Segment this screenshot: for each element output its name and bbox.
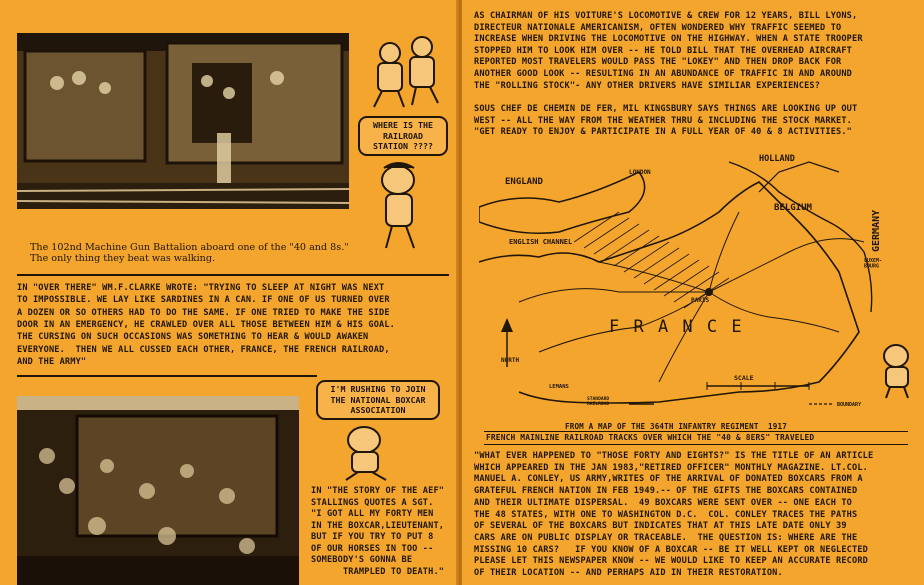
over-there-quote-line: A DOZEN OR SO OTHERS HAD TO DO THE SAME. IF ONE TRIED TO MAKE THE SIDE <box>17 307 390 318</box>
chairman-paragraph-line: INCREASE WHEN DRIVING THE LOCOMOTIVE ON THE HIGHWAY. WHEN A STATE TROOPER <box>474 34 863 45</box>
forty-eights-paragraph-line: WHICH APPEARED IN THE JAN 1983,"RETIRED OFFICER" MONTHLY MAGAZINE. LT.COL. <box>474 462 868 473</box>
running-soldier-cartoon <box>330 420 410 482</box>
left-page <box>0 0 458 585</box>
forty-eights-paragraph-line: OF SEVERAL OF THE BOXCARS BUT INDICATES THAT AT THIS LATE DATE ONLY 39 <box>474 521 847 532</box>
aef-story-quote-line: TRAMPLED TO DEATH." <box>311 566 445 577</box>
forty-eights-paragraph-line: "WHAT EVER HAPPENED TO "THOSE FORTY AND EIGHTS?" IS THE TITLE OF AN ARTICLE <box>474 451 874 461</box>
aef-story-quote-line: IN "THE STORY OF THE AEF" <box>311 486 445 496</box>
over-there-quote-line: TO IMPOSSIBLE. WE LAY LIKE SARDINES IN A CAN. IF ONE OF US TURNED OVER <box>17 295 390 306</box>
chairman-paragraph-line: DIRECTEUR NATIONALE AMERICANISM, OFTEN WONDERED WHY TRAFFIC SEEMED TO <box>474 22 842 33</box>
label-scale: SCALE <box>734 374 754 382</box>
paris-marker <box>705 288 713 296</box>
speech-bubble-railroad-station: WHERE IS THE RAILROAD STATION ???? <box>358 116 448 156</box>
label-holland: HOLLAND <box>759 154 795 164</box>
aef-story-quote-line: SOMEBODY'S GONNA BE <box>311 555 413 565</box>
label-english-channel: ENGLISH CHANNEL <box>509 238 573 246</box>
label-germany: GERMANY <box>871 209 882 252</box>
photo1-caption-line1: The 102nd Machine Gun Battalion aboard one of the "40 and 8s." <box>30 242 349 253</box>
sous-chef-paragraph-line: "GET READY TO ENJOY & PARTICIPATE IN A FULL YEAR OF 40 & 8 ACTIVITIES." <box>474 127 852 138</box>
boxcar-photo-2 <box>17 396 299 585</box>
map-caption-rule-bottom <box>484 444 908 445</box>
photo1-caption-line2: The only thing they beat was walking. <box>30 253 216 264</box>
over-there-quote-line: THE CURSING ON SUCH OCCASIONS WAS SOMETHING TO HEAR & WOULD AWAKEN <box>17 332 369 343</box>
section-divider-2 <box>17 375 317 377</box>
sous-chef-paragraph-line: SOUS CHEF DE CHEMIN DE FER, MIL KINGSBURY SAYS THINGS ARE LOOKING UP OUT <box>474 104 858 114</box>
label-france: F R A N C E <box>609 317 744 337</box>
boxcar-illustration-1 <box>17 33 349 209</box>
aef-story-quote-line: "I GOT ALL MY FORTY MEN <box>311 509 434 519</box>
marching-soldiers-cartoon <box>360 35 450 115</box>
label-le-mans: LEMANS <box>549 384 569 390</box>
label-north: NORTH <box>501 357 520 364</box>
forty-eights-paragraph-line: THE 48 STATES, WITH ONE TO WASHINGTON D.C. COL. CONLEY TRACES THE PATHS <box>474 509 858 520</box>
boxcar-illustration-2 <box>17 396 299 585</box>
aef-story-quote-line: STALLINGS QUOTES A SGT. <box>311 497 434 508</box>
sous-chef-paragraph-line: WEST -- ALL THE WAY FROM THE WEATHER THRU & INCLUDING THE STOCK MARKET. <box>474 115 852 126</box>
label-paris: PARIS <box>691 297 710 304</box>
forty-eights-paragraph-line: MISSING 10 CARS? IF YOU KNOW OF A BOXCAR -- BE IT WELL KEPT OR NEGLECTED <box>474 544 868 555</box>
map-source-line: FROM A MAP OF THE 364TH INFANTRY REGIMENT 1917 <box>565 422 787 431</box>
label-railroad-legend: STANDARD RAILROAD <box>587 397 610 408</box>
over-there-quote-line: EVERYONE. THEN WE ALL CUSSED EACH OTHER, FRANCE, THE FRENCH RAILROAD, <box>17 344 390 355</box>
map-caption: FRENCH MAINLINE RAILROAD TRACKS OVER WHICH THE "40 & 8ERS" TRAVELED <box>486 433 815 442</box>
forty-eights-paragraph-line: CARS ARE ON PUBLIC DISPLAY OR TRACEABLE. THE QUESTION IS: WHERE ARE THE <box>474 532 858 543</box>
speech-bubble-boxcar-association: I'M RUSHING TO JOIN THE NATIONAL BOXCAR ASSOCIATION <box>316 380 440 420</box>
over-there-quote-line: DOOR IN AN EMERGENCY, HE CRAWLED OVER ALL THOSE BETWEEN HIM & HIS GOAL. <box>17 319 395 330</box>
forty-eights-paragraph-line: AND THEIR ULTIMATE DISPERSAL. 49 BOXCARS WERE SENT OVER -- ONE EACH TO <box>474 497 852 508</box>
section-divider-1 <box>17 274 449 276</box>
label-london: LONDON <box>629 169 651 176</box>
forty-eights-paragraph-line: GRATEFUL FRENCH NATION IN FEB 1949.-- OF THE GIFTS THE BOXCARS CONTAINED <box>474 486 858 497</box>
chairman-paragraph-line: AS CHAIRMAN OF HIS VOITURE'S LOCOMOTIVE & CREW FOR 12 YEARS, BILL LYONS, <box>474 11 858 21</box>
aef-story-quote-line: BUT IF YOU TRY TO PUT 8 <box>311 532 434 542</box>
chairman-paragraph-line: THE "ROLLING STOCK"- ANY OTHER DRIVERS HAVE SIMILIAR EXPERIENCES? <box>474 80 821 91</box>
forty-eights-paragraph-line: MANUEL A. CONLEY, US ARMY,WRITES OF THE ARRIVAL OF DONATED BOXCARS FROM A <box>474 474 863 485</box>
label-belgium: BELGIUM <box>774 203 812 213</box>
boxcar-photo-1 <box>17 33 349 209</box>
label-england: ENGLAND <box>505 177 543 187</box>
aef-story-quote-line: OF OUR HORSES IN TOO -- <box>311 543 434 554</box>
france-railroad-map <box>479 152 911 427</box>
aef-story-quote-line: IN THE BOXCAR,LIEUTENANT, <box>311 520 445 531</box>
chairman-paragraph-line: ANOTHER GOOD LOOK -- RESULTING IN AN ABUNDANCE OF TRAFFIC IN AND AROUND <box>474 69 852 79</box>
chairman-paragraph-line: STOPPED HIM TO LOOK HIM OVER -- HE TOLD BILL THAT THE OVERHEAD AIRCRAFT <box>474 45 852 56</box>
label-luxembourg: LUXEM-BOURG <box>864 258 883 270</box>
forty-eights-paragraph-line: PLEASE LET THIS NEWSPAPER KNOW -- WE WOULD LIKE TO KEEP AN ACCURATE RECORD <box>474 556 868 567</box>
over-there-quote-line: IN "OVER THERE" WM.F.CLARKE WROTE: "TRYING TO SLEEP AT NIGHT WAS NEXT <box>17 283 385 293</box>
over-there-quote-line: AND THE ARMY" <box>17 356 87 367</box>
forty-eights-paragraph-line: OF THEIR LOCATION -- AND PERHAPS AID IN THEIR RESTORATION. <box>474 568 783 578</box>
chairman-paragraph-line: REPORTED MOST TRAVELERS WOULD PASS THE "LOKEY" AND THEN DROP BACK FOR <box>474 57 842 68</box>
label-boundary-legend: BOUNDARY <box>837 402 862 408</box>
conductor-cartoon <box>874 340 919 400</box>
soldier-cartoon <box>370 160 440 255</box>
